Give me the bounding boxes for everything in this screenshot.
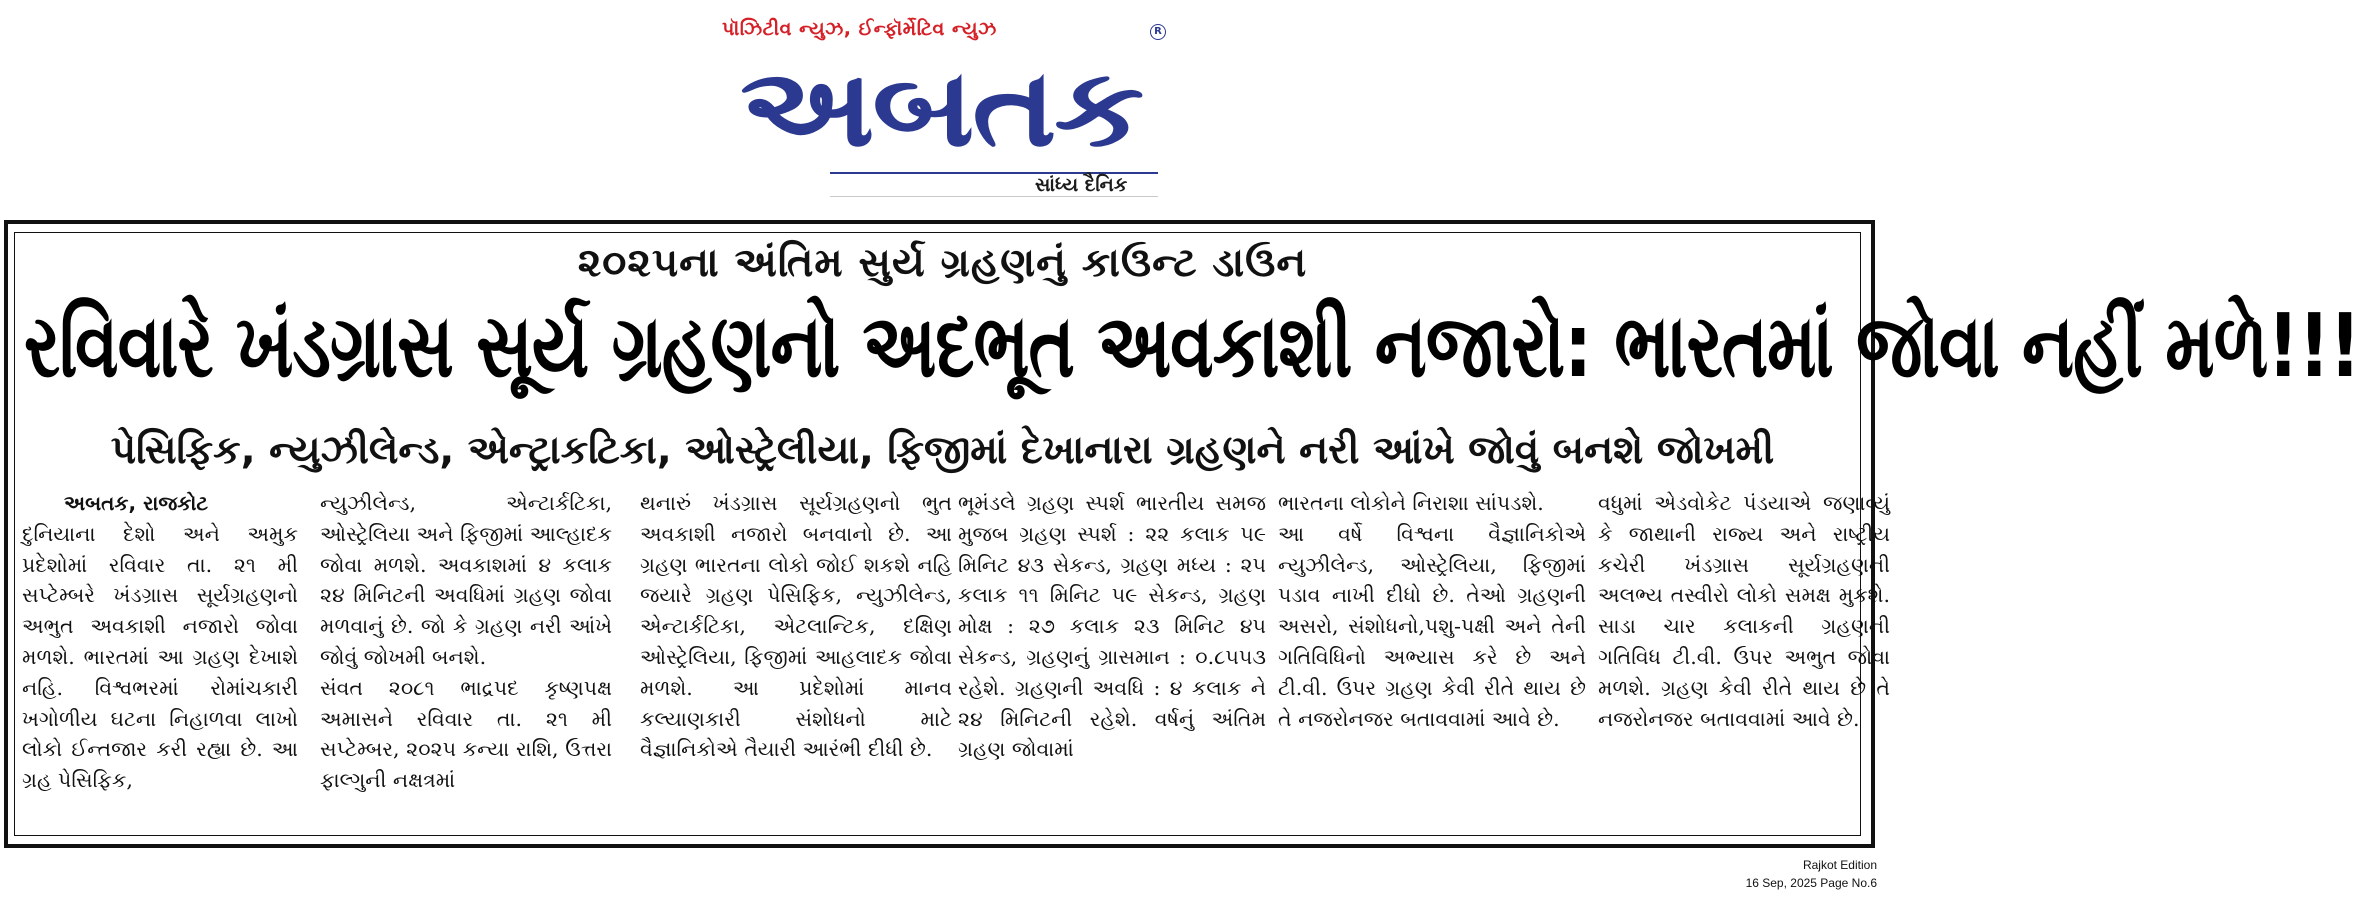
masthead <box>0 0 1885 210</box>
logo-divider <box>830 196 1158 197</box>
logo-text: અબતક <box>740 46 1142 171</box>
article-column-text: વધુમાં એડવોકેટ પંડયાએ જણાવ્યું કે જાથાની રાજ્ય અને રાષ્ટ્રીય કચેરી ખંડગ્રાસ સૂર્યગ્રહણની અલભ્ય તસ્વીરો લોકો સમક્ષ મુકશે. સાડા ચાર કલાકની ગ્રહણની ગતિવિધ ટી.વી. ઉપર અભુત જોવા મળશે. ગ્રહણ કેવી રીતે થાય છે તે નજરોનજર બતાવવામાં આવે છે. <box>1598 491 1890 731</box>
edition-info <box>1746 856 1877 892</box>
article-dateline: અબતક, રાજકોટ <box>64 491 209 515</box>
article-subhead: પેસિફિક, ન્યુઝીલેન્ડ, એન્ટ્રાકટિકા, ઓસ્ટ્રેલીયા, ફિજીમાં દેખાનારા ગ્રહણને નરી આંખે જોવું બનશે જોખમી <box>110 428 1775 473</box>
registered-trademark-icon: R <box>1150 24 1166 40</box>
article-body <box>20 488 1890 838</box>
article-column-text: થનારું ખંડગ્રાસ સૂર્યગ્રહણનો ભુત અવકાશી નજારો બનવાનો છે. આ ગ્રહણ ભારતના લોકો જોઈ શકશે નહિ જયારે ગ્રહણ પેસિફિક, ન્યુઝીલેન્ડ, એન્ટાર્કટિકા, એટલાન્ટિક, દક્ષિણ ઓસ્ટ્રેલિયા, ફિજીમાં આહલાદક જોવા મળશે. આ પ્રદેશોમાં માનવ કલ્યાણકારી સંશોધનો માટે વૈજ્ઞાનિકોએ તૈયારી આરંભી દીધી છે. <box>640 491 952 762</box>
article-headline: રવિવારે ખંડગ્રાસ સૂર્ય ગ્રહણનો અદભૂત અવકાશી નજારો: ભારતમાં જોવા નહીં મળે!!! <box>24 294 2360 398</box>
article-kicker: ૨૦૨૫ના અંતિમ સુર્ય ગ્રહણનું કાઉન્ટ ડાઉન <box>577 240 1308 286</box>
edition-date-page: 16 Sep, 2025 Page No.6 <box>1745 876 1877 890</box>
newspaper-logo <box>718 46 1164 171</box>
article-column-4 <box>958 488 1266 830</box>
article-column-text: ભારતના લોકોને નિરાશા સાંપડશે. આ વર્ષે વિશ્વના વૈજ્ઞાનિકોએ ન્યુઝીલેન્ડ, ઓસ્ટ્રેલિયા, ફિજીમાં પડાવ નાખી દીધો છે. તેઓ ગ્રહણની અસરો, સંશોધનો,પશુ-પક્ષી અને તેની ગતિવિધિનો અભ્યાસ કરે છે અને ટી.વી. ઉપર ગ્રહણ કેવી રીતે થાય છે તે નજરોનજર બતાવવામાં આવે છે. <box>1278 491 1586 731</box>
article-column-2 <box>320 488 612 830</box>
edition-name: Rajkot Edition <box>1802 858 1877 872</box>
article-column-6 <box>1598 488 1890 830</box>
masthead-subtitle: સાંધ્ય દૈનિક <box>1035 174 1128 196</box>
masthead-tagline: પૉઝિટીવ ન્યુઝ, ઈન્ફૉર્મેટિવ ન્યુઝ <box>722 18 997 40</box>
article-column-text: ભૂમંડલે ગ્રહણ સ્પર્શ ભારતીય સમજ મુજબ ગ્રહણ સ્પર્શ : ૨૨ કલાક ૫૯ મિનિટ ૪૩ સેકન્ડ, ગ્રહણ મધ્ય : ૨૫ કલાક ૧૧ મિનિટ ૫૯ સેકન્ડ, ગ્રહણ મોક્ષ : ૨૭ કલાક ૨૩ મિનિટ ૪૫ સેકન્ડ, ગ્રહણનું ગ્રાસમાન : ૦.૮૫૫૩ રહેશે. ગ્રહણની અવધિ : ૪ કલાક ને ૨૪ મિનિટની રહેશે. વર્ષનું અંતિમ ગ્રહણ જોવામાં <box>958 491 1266 762</box>
article-column-3 <box>640 488 952 830</box>
article-column-text: ન્યુઝીલેન્ડ, એન્ટાર્કટિકા, ઓસ્ટ્રેલિયા અને ફિજીમાં આલ્હાદક જોવા મળશે. અવકાશમાં ૪ કલાક ૨૪ મિનિટની અવધિમાં ગ્રહણ જોવા મળવાનું છે. જો કે ગ્રહણ નરી આંખે જોવું જોખમી બનશે. સંવત ૨૦૮૧ ભાદ્રપદ કૃષ્ણપક્ષ અમાસને રવિવાર તા. ૨૧ મી સપ્ટેમ્બર, ૨૦૨૫ કન્યા રાશિ, ઉત્તરા ફાલ્ગુની નક્ષત્રમાં <box>320 491 612 793</box>
article-column-1 <box>22 488 298 830</box>
article-column-5 <box>1278 488 1586 830</box>
article-column-text: દુનિયાના દેશો અને અમુક પ્રદેશોમાં રવિવાર તા. ૨૧ મી સપ્ટેમ્બરે ખંડગ્રાસ સૂર્યગ્રહણનો અભુત અવકાશી નજારો જોવા મળશે. ભારતમાં આ ગ્રહણ દેખાશે નહિ. વિશ્વભરમાં રોમાંચકારી ખગોળીય ઘટના નિહાળવા લાખો લોકો ઈન્તજાર કરી રહ્યા છે. આ ગ્રહ પેસિફિક, <box>22 521 298 793</box>
